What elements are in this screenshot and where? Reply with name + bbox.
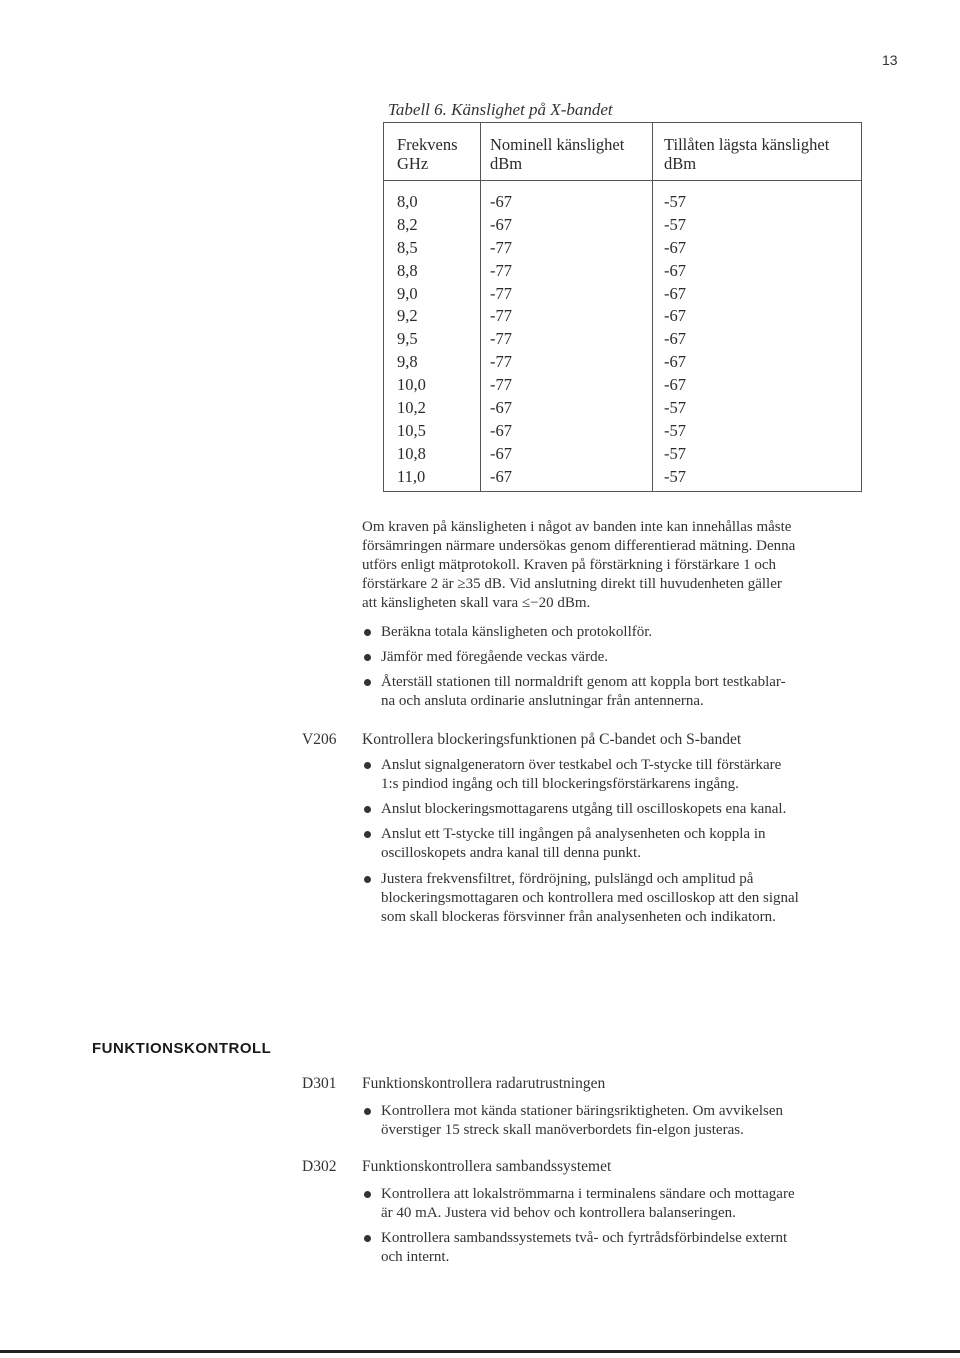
- table-cell: -67: [664, 237, 686, 257]
- table-cell: -67: [490, 398, 512, 418]
- table-cell: -77: [490, 375, 512, 395]
- bullet-icon: [364, 679, 371, 686]
- bullet-icon: [364, 806, 371, 813]
- table-cell: -67: [490, 214, 512, 234]
- requirements-paragraph: [362, 518, 795, 613]
- bullet-item: [362, 870, 799, 927]
- item-code-d301: D301: [302, 1075, 337, 1092]
- table-cell: -57: [664, 420, 686, 440]
- item-code-d302: D302: [302, 1158, 337, 1175]
- text-line: Anslut signalgeneratorn över testkabel och T-stycke till förstärkare: [381, 757, 782, 773]
- table-cell: 10,0: [397, 375, 426, 395]
- text-line: Kontrollera sambandssystemets två- och fyrtrådsförbindelse externt: [381, 1230, 788, 1246]
- item-title-v206: Kontrollera blockeringsfunktionen på C-bandet och S-bandet: [362, 731, 742, 748]
- bullet-icon: [364, 876, 371, 883]
- item-code-v206: V206: [302, 731, 337, 748]
- table-cell: 9,2: [397, 306, 418, 326]
- column-frequency: [397, 191, 426, 489]
- bullet-icon: [364, 1235, 371, 1242]
- table-cell: -67: [490, 420, 512, 440]
- bullet-item: [362, 623, 652, 642]
- table-cell: -77: [490, 352, 512, 372]
- table-cell: -77: [490, 260, 512, 280]
- bullet-icon: [364, 1191, 371, 1198]
- bottom-rule: [0, 1350, 960, 1353]
- text-line: utförs enligt mätprotokoll. Kraven på förstärkning i förstärkare 1 och: [362, 557, 777, 573]
- table-cell: -57: [664, 443, 686, 463]
- table-cell: -57: [664, 192, 686, 211]
- header-line: Tillåten lägsta känslighet: [664, 135, 830, 154]
- table-cell: 8,2: [397, 214, 418, 234]
- text-line: Anslut blockeringsmottagarens utgång till oscilloskopets ena kanal.: [381, 801, 787, 817]
- table-cell: -67: [664, 283, 686, 303]
- text-line: na och ansluta ordinarie anslutningar från antennerna.: [381, 693, 704, 709]
- table-cell: -77: [490, 329, 512, 349]
- text-line: överstiger 15 streck skall manöverbordets fin-elgon justeras.: [381, 1122, 744, 1138]
- header-line: Nominell känslighet: [490, 135, 625, 154]
- text-line: att känsligheten skall vara ≤−20 dBm.: [362, 595, 591, 611]
- table-header-allowed: [664, 135, 829, 173]
- bullet-item: [362, 800, 786, 819]
- text-line: Anslut ett T-stycke till ingången på analysenheten och koppla in: [381, 826, 766, 842]
- table-cell: -77: [490, 306, 512, 326]
- header-line: dBm: [490, 154, 523, 173]
- text-line: oscilloskopets andra kanal till denna punkt.: [381, 845, 641, 861]
- bullet-item: [362, 673, 786, 711]
- bullet-icon: [364, 654, 371, 661]
- text-line: och internt.: [381, 1249, 450, 1265]
- header-line: GHz: [397, 154, 429, 173]
- item-title-d302: Funktionskontrollera sambandssystemet: [362, 1158, 612, 1175]
- text-line: Justera frekvensfiltret, fördröjning, pulslängd och amplitud på: [381, 871, 754, 887]
- bullet-icon: [364, 629, 371, 636]
- table-cell: 10,8: [397, 443, 426, 463]
- table-cell: -77: [490, 237, 512, 257]
- text-line: som skall blockeras försvinner från analysenheten och indikatorn.: [381, 909, 776, 925]
- bullet-icon: [364, 762, 371, 769]
- text-line: Jämför med föregående veckas värde.: [381, 649, 608, 665]
- text-line: förstärkare 2 är ≥35 dB. Vid anslutning direkt till huvudenheten gäller: [362, 576, 782, 592]
- sensitivity-table: [383, 122, 862, 492]
- text-line: blockeringsmottagaren och kontrollera med oscilloskop att den signal: [381, 890, 799, 906]
- table-cell: -67: [664, 306, 686, 326]
- table-divider: [480, 123, 481, 491]
- table-cell: 10,5: [397, 420, 426, 440]
- table-cell: 9,0: [397, 283, 418, 303]
- bullet-item: [362, 1185, 795, 1223]
- table-cell: -57: [664, 214, 686, 234]
- bullet-item: [362, 648, 608, 667]
- section-heading: FUNKTIONSKONTROLL: [92, 1040, 272, 1057]
- bullet-item: [362, 825, 766, 863]
- table-cell: 9,5: [397, 329, 418, 349]
- table-cell: 8,5: [397, 237, 418, 257]
- table-divider: [652, 123, 653, 491]
- bullet-item: [362, 756, 781, 794]
- bullet-icon: [364, 831, 371, 838]
- text-line: Återställ stationen till normaldrift genom att koppla bort testkablar-: [381, 674, 786, 690]
- column-nominal: [490, 191, 512, 489]
- table-cell: -67: [490, 466, 512, 486]
- table-cell: -57: [664, 398, 686, 418]
- table-cell: -67: [664, 260, 686, 280]
- text-line: Om kraven på känsligheten i något av banden inte kan innehållas måste: [362, 519, 792, 535]
- table-cell: 8,0: [397, 192, 418, 211]
- table-cell: -77: [490, 283, 512, 303]
- text-line: är 40 mA. Justera vid behov och kontrollera balanseringen.: [381, 1205, 736, 1221]
- column-allowed: [664, 191, 686, 489]
- table-cell: 8,8: [397, 260, 418, 280]
- text-line: Kontrollera mot kända stationer bäringsriktigheten. Om avvikelsen: [381, 1103, 783, 1119]
- table-cell: -67: [664, 352, 686, 372]
- table-cell: 11,0: [397, 466, 426, 486]
- table-cell: -67: [664, 329, 686, 349]
- bullet-item: [362, 1102, 783, 1140]
- table-cell: -67: [664, 375, 686, 395]
- text-line: försämringen närmare undersökas genom differentierad mätning. Denna: [362, 538, 796, 554]
- table-caption: Tabell 6. Känslighet på X-bandet: [388, 100, 613, 119]
- text-line: Kontrollera att lokalströmmarna i terminalens sändare och mottagare: [381, 1186, 795, 1202]
- header-line: dBm: [664, 154, 697, 173]
- table-cell: -67: [490, 192, 512, 211]
- table-cell: 10,2: [397, 398, 426, 418]
- table-header-nominal: [490, 135, 624, 173]
- item-title-d301: Funktionskontrollera radarutrustningen: [362, 1075, 606, 1092]
- table-header-frequency: [397, 135, 458, 173]
- header-line: Frekvens: [397, 135, 458, 154]
- text-line: Beräkna totala känsligheten och protokollför.: [381, 624, 653, 640]
- bullet-icon: [364, 1108, 371, 1115]
- page-number: 13: [882, 52, 898, 68]
- table-cell: 9,8: [397, 352, 418, 372]
- table-cell: -57: [664, 466, 686, 486]
- table-header-rule: [384, 180, 861, 181]
- table-cell: -67: [490, 443, 512, 463]
- text-line: 1:s pindiod ingång och till blockeringsförstärkarens ingång.: [381, 776, 739, 792]
- bullet-item: [362, 1229, 787, 1267]
